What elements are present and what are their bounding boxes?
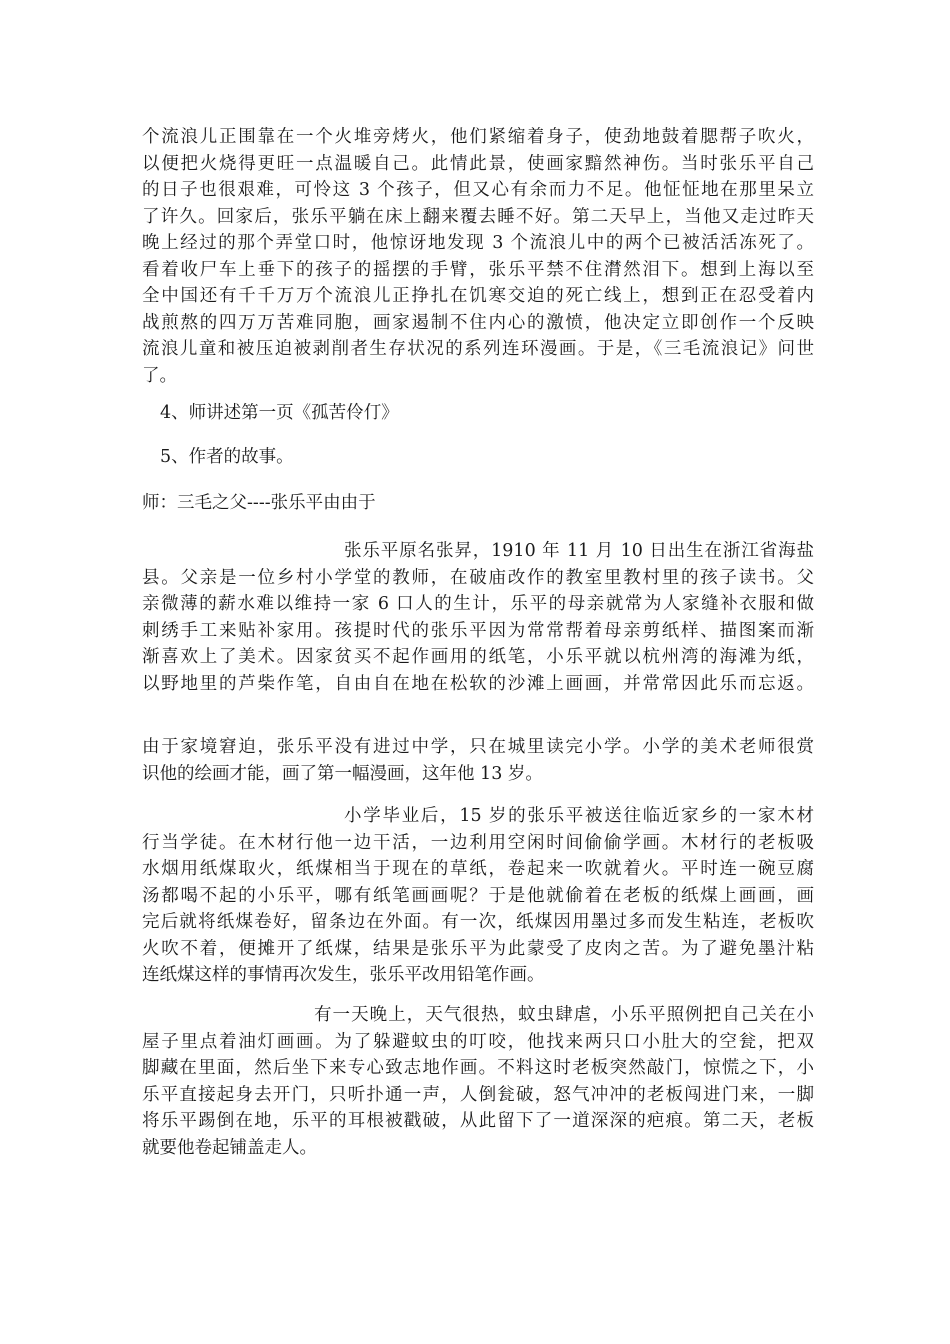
text-line: 战煎熬的四万万苦难同胞，画家遏制不住内心的激愤，他决定立即创作一个反映	[142, 312, 814, 333]
text-line: 以野地里的芦柴作笔，自由自在地在松软的沙滩上画画，并常常因此乐而忘返。	[142, 673, 814, 694]
teacher-line	[142, 490, 814, 517]
text-line: 有一天晚上，天气很热，蚊虫肆虐，小乐平照例把自己关在小	[314, 1005, 814, 1025]
text-line: 火吹不着，便摊开了纸煤，结果是张乐平为此蒙受了皮肉之苦。为了避免墨汁粘	[142, 938, 814, 959]
paragraph-incident	[142, 1002, 814, 1161]
text-line: 汤都喝不起的小乐平，哪有纸笔画画呢？于是他就偷着在老板的纸煤上画画，画	[142, 885, 814, 906]
text-line: 渐喜欢上了美术。因家贫买不起作画用的纸笔，小乐平就以杭州湾的海滩为纸，	[142, 647, 814, 667]
text-line: 看着收尸车上垂下的孩子的摇摆的手臂，张乐平禁不住潸然泪下。想到上海以至	[142, 259, 814, 280]
text-line: 晚上经过的那个弄堂口时，他惊讶地发现 3 个流浪儿中的两个已被活活冻死了。	[142, 233, 814, 253]
list-item-4	[142, 400, 814, 427]
text-line: 5、作者的故事。	[160, 447, 294, 467]
text-line: 以便把火烧得更旺一点温暖自己。此情此景，使画家黯然神伤。当时张乐平自己	[142, 153, 814, 174]
paragraph-biography	[142, 538, 814, 697]
text-line: 4、师讲述第一页《孤苦伶仃》	[160, 403, 399, 423]
paragraph-schooling	[142, 734, 814, 787]
text-line: 完后就将纸煤卷好，留条边在外面。有一次，纸煤因用墨过多而发生粘连，老板吹	[142, 912, 814, 932]
text-line: 个流浪儿正围靠在一个火堆旁烤火，他们紧缩着身子，使劲地鼓着腮帮子吹火，	[142, 127, 814, 147]
text-line: 连纸煤这样的事情再次发生，张乐平改用铅笔作画。	[142, 965, 545, 985]
text-line: 县。父亲是一位乡村小学堂的教师，在破庙改作的教室里教村里的孩子读书。父	[142, 567, 814, 588]
list-item-5	[142, 444, 814, 471]
text-line: 将乐平踢倒在地，乐平的耳根被戳破，从此留下了一道深深的疤痕。第二天，老板	[142, 1111, 814, 1131]
text-line: 小学毕业后，15 岁的张乐平被送往临近家乡的一家木材	[344, 806, 814, 826]
text-line: 师：三毛之父----张乐平由由于	[142, 493, 376, 513]
text-line: 水烟用纸煤取火，纸煤相当于现在的草纸，卷起来一吹就着火。平时连一碗豆腐	[142, 859, 814, 879]
text-line: 识他的绘画才能，画了第一幅漫画，这年他 13 岁。	[142, 763, 543, 784]
text-line: 由于家境窘迫，张乐平没有进过中学，只在城里读完小学。小学的美术老师很赏	[142, 737, 814, 757]
text-line: 就要他卷起铺盖走人。	[142, 1137, 317, 1158]
text-line: 行当学徒。在木材行他一边干活，一边利用空闲时间偷偷学画。木材行的老板吸	[142, 832, 814, 853]
text-line: 刺绣手工来贴补家用。孩提时代的张乐平因为常常帮着母亲剪纸样、描图案而渐	[142, 620, 814, 641]
text-line: 了。	[142, 365, 177, 386]
text-line: 亲微薄的薪水难以维持一家 6 口人的生计，乐平的母亲就常为人家缝补衣服和做	[142, 594, 814, 614]
text-line: 的日子也很艰难，可怜这 3 个孩子，但又心有余而力不足。他怔怔地在那里呆立	[142, 180, 814, 200]
text-line: 全中国还有千千万万个流浪儿正挣扎在饥寒交迫的死亡线上，想到正在忍受着内	[142, 286, 814, 306]
text-line: 乐平直接起身去开门，只听扑通一声，人倒瓮破，怒气冲冲的老板闯进门来，一脚	[142, 1084, 814, 1105]
text-line: 屋子里点着油灯画画。为了躲避蚊虫的叮咬，他找来两只口小肚大的空瓮，把双	[142, 1031, 814, 1052]
text-line: 了许久。回家后，张乐平躺在床上翻来覆去睡不好。第二天早上，当他又走过昨天	[142, 206, 814, 227]
text-line: 脚藏在里面，然后坐下来专心致志地作画。不料这时老板突然敲门，惊慌之下，小	[142, 1058, 814, 1078]
text-line: 张乐平原名张昇，1910 年 11 月 10 日出生在浙江省海盐	[344, 541, 814, 561]
text-line: 流浪儿童和被压迫被剥削者生存状况的系列连环漫画。于是，《三毛流浪记》问世	[142, 339, 814, 359]
paragraph-apprentice	[142, 803, 814, 989]
paragraph-story-intro	[142, 124, 814, 389]
